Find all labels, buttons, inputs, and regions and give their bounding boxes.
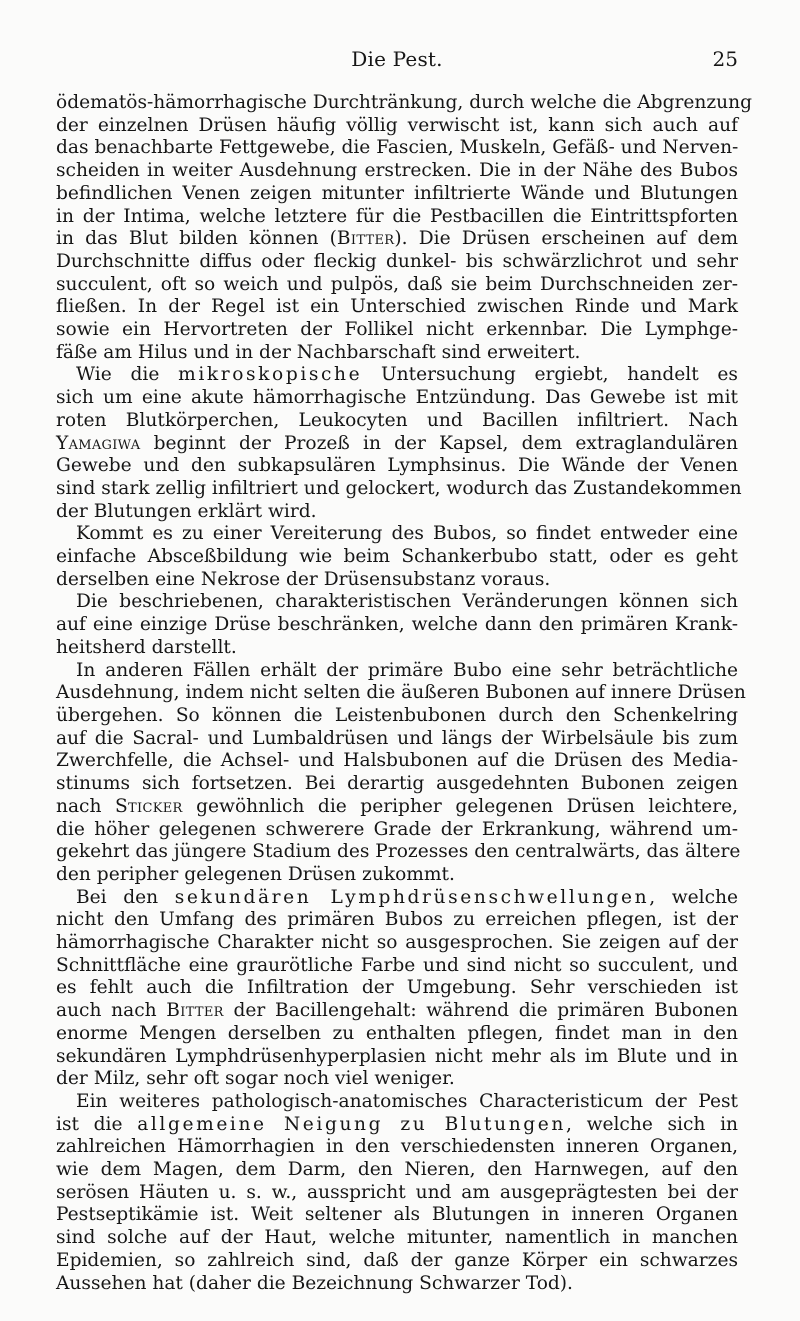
text-line: sind stark zellig infiltriert und gelockert, wodurch das Zustandekommen [56, 477, 742, 499]
text-line: die höher gelegenen schwerere Grade der Erkrankung, während um- [56, 818, 738, 840]
text-line: Kommt es zu einer Vereiterung des Bubos, so findet entweder eine [76, 523, 738, 545]
text-line [56, 228, 738, 251]
text-line: serösen Häuten u. s. w., ausspricht und am ausgeprägtesten bei der [56, 1181, 738, 1203]
text-line: der Blutungen erklärt wird. [56, 500, 317, 522]
text-segment: Bei den [76, 886, 175, 908]
text-line: den peripher gelegenen Drüsen zukommt. [56, 863, 455, 885]
text-line: sowie ein Hervortreten der Follikel nicht erkennbar. Die Lymphge- [56, 319, 738, 341]
text-line: ödematös-hämorrhagische Durchtränkung, durch welche die Abgrenzung [56, 92, 752, 113]
text-line: Ausdehnung, indem nicht selten die äußeren Bubonen auf innere Drüsen [56, 682, 746, 704]
text-line: Durchschnitte diffus oder fleckig dunkel- bis schwärzlichrot und sehr [56, 250, 738, 272]
text-line: Pestseptikämie ist. Weit seltener als Blutungen in inneren Organen [56, 1204, 738, 1226]
text-line [56, 364, 738, 387]
text-line: der Milz, sehr oft sogar noch viel weniger. [56, 1068, 455, 1090]
text-line: der einzelnen Drüsen häufig völlig verwischt ist, kann sich auch auf [56, 114, 738, 136]
text-line [56, 433, 738, 456]
running-title: Die Pest. [351, 47, 443, 71]
text-line: Epidemien, so zahlreich sind, daß der ganze Körper ein schwarzes [56, 1249, 738, 1271]
text-line: zahlreichen Hämorrhagien in den verschiedensten inneren Organen, [56, 1136, 738, 1158]
text-line: Die beschriebenen, charakteristischen Veränderungen können sich [76, 591, 738, 613]
text-line: scheiden in weiter Ausdehnung erstrecken. Die in der Nähe des Bubos [56, 160, 738, 182]
paragraph [56, 1091, 738, 1295]
text-segment: nach [56, 795, 115, 817]
text-line: sich um eine akute hämorrhagische Entzündung. Das Gewebe ist mit [56, 387, 738, 409]
text-line: in der Intima, welche letztere für die Pestbacillen die Eintrittspforten [56, 205, 738, 227]
text-line: das benachbarte Fettgewebe, die Fascien, Muskeln, Gefäß- und Nerven- [56, 137, 739, 159]
text-line: auf eine einzige Drüse beschränken, welche dann den primären Krank- [56, 614, 738, 636]
text-line: Schnittfläche eine graurötliche Farbe und sind nicht so succulent, und [56, 954, 738, 976]
paragraph [56, 887, 738, 1091]
text-line: auf die Sacral- und Lumbaldrüsen und längs der Wirbelsäule bis zum [56, 727, 738, 749]
text-segment: beginnt der Prozeß in der Kapsel, dem extraglandulären [140, 432, 738, 454]
text-segment: in das Blut bilden können ( [56, 228, 337, 250]
paragraph [56, 523, 738, 591]
emphasis-text: sekundären Lymphdrüsenschwellungen [174, 886, 650, 908]
paragraph [56, 92, 752, 364]
text-segment: der Bacillengehalt: während die primären Bubonen [223, 1000, 738, 1022]
text-segment: ). Die Drüsen erscheinen auf dem [394, 228, 738, 250]
text-line: befindlichen Venen zeigen mitunter infiltrierte Wände und Blutungen [56, 182, 738, 204]
text-line: übergehen. So können die Leistenbubonen durch den Schenkelring [56, 704, 738, 726]
text-line: derselben eine Nekrose der Drüsensubstanz voraus. [56, 568, 551, 590]
text-line: fließen. In der Regel ist ein Unterschied zwischen Rinde und Mark [56, 296, 738, 318]
text-segment: ist die [56, 1113, 138, 1135]
text-line: einfache Absceßbildung wie beim Schankerbubo statt, oder es geht [56, 546, 738, 568]
text-line: In anderen Fällen erhält der primäre Bubo eine sehr beträchtliche [76, 659, 738, 681]
text-segment: Wie die [76, 364, 179, 386]
text-line: enorme Mengen derselben zu enthalten pflegen, findet man in den [56, 1022, 738, 1044]
text-line: Zwerchfelle, die Achsel- und Halsbubonen auf die Drüsen des Media- [56, 750, 738, 772]
author-name: Bitter [166, 1000, 224, 1022]
text-line: Gewebe und den subkapsulären Lymphsinus. Die Wände der Venen [56, 455, 738, 477]
text-line: sekundären Lymphdrüsenhyperplasien nicht mehr als im Blute und in [56, 1045, 738, 1067]
text-segment: Untersuchung ergiebt, handelt es [362, 364, 738, 386]
text-segment: auch nach [56, 1000, 167, 1022]
text-segment: gewöhnlich die peripher gelegenen Drüsen leichtere, [182, 795, 738, 817]
text-line: sind solche auf der Haut, welche mitunter, namentlich in manchen [56, 1227, 738, 1249]
paragraph [56, 364, 742, 523]
paragraph [56, 591, 738, 659]
text-line [56, 1114, 738, 1137]
paragraph [56, 659, 746, 887]
text-line [56, 1000, 738, 1023]
page-header [56, 47, 738, 77]
text-line [56, 796, 738, 819]
author-name: Yamagiwa [56, 432, 141, 454]
text-line: Aussehen hat (daher die Bezeichnung Schwarzer Tod). [56, 1272, 573, 1294]
text-line: stinums sich fortsetzen. Bei derartig ausgedehnten Bubonen zeigen [56, 773, 738, 795]
emphasis-text: mikroskopische [178, 364, 363, 386]
page-number: 25 [712, 47, 738, 71]
text-line [56, 887, 738, 910]
text-line: Ein weiteres pathologisch-anatomisches Characteristicum der Pest [76, 1090, 738, 1112]
text-line: roten Blutkörperchen, Leukocyten und Bacillen infiltriert. Nach [56, 409, 738, 431]
text-line: fäße am Hilus und in der Nachbarschaft sind erweitert. [56, 341, 581, 363]
author-name: Sticker [115, 795, 183, 817]
text-line: wie dem Magen, dem Darm, den Nieren, den Harnwegen, auf den [56, 1159, 738, 1181]
text-line: gekehrt das jüngere Stadium des Prozesses den centralwärts, das ältere [56, 841, 741, 863]
text-segment: , welche sich in [565, 1113, 739, 1135]
text-line: succulent, oft so weich und pulpös, daß sie beim Durchschneiden zer- [56, 273, 738, 295]
text-line: heitsherd darstellt. [56, 636, 237, 658]
body-text [56, 92, 752, 1295]
text-line: nicht den Umfang des primären Bubos zu erreichen pflegen, ist der [56, 909, 738, 931]
text-line: hämorrhagische Charakter nicht so ausgesprochen. Sie zeigen auf der [56, 932, 738, 954]
emphasis-text: allgemeine Neigung zu Blutungen [137, 1113, 566, 1135]
text-segment: , welche [649, 886, 738, 908]
text-line: es fehlt auch die Infiltration der Umgebung. Sehr verschieden ist [56, 977, 738, 999]
author-name: Bitter [336, 228, 395, 250]
